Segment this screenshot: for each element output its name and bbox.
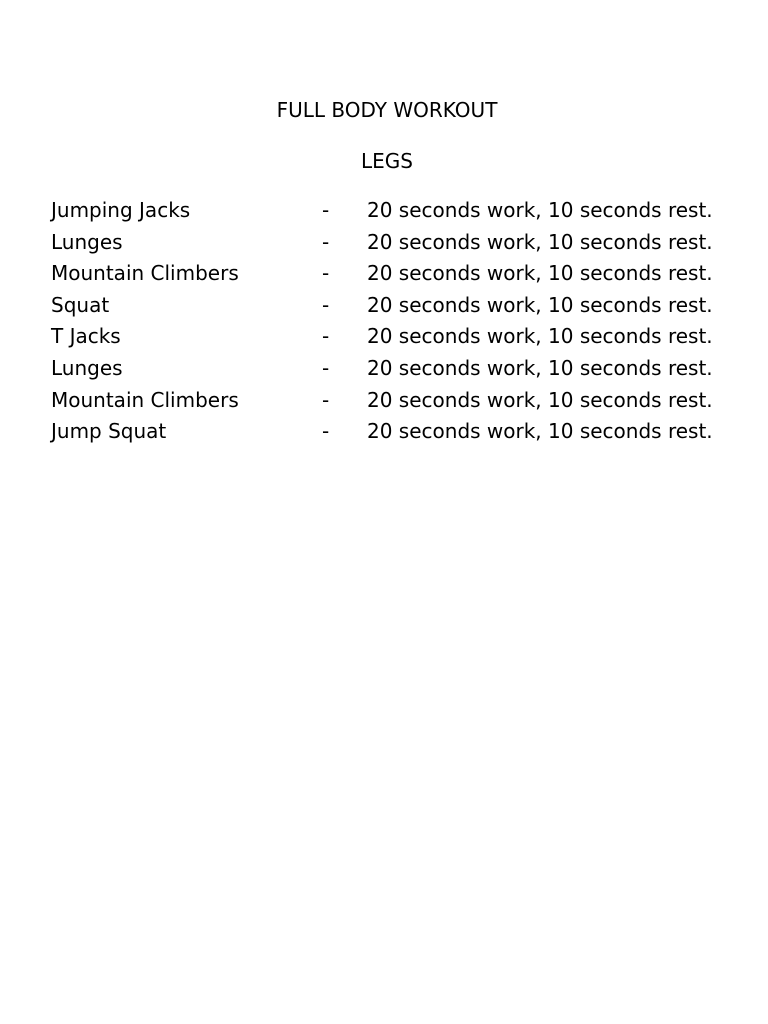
document-title: FULL BODY WORKOUT <box>276 98 498 122</box>
exercise-row <box>0 386 768 418</box>
exercise-row <box>0 291 768 323</box>
exercise-timing: 20 seconds work, 10 seconds rest. <box>367 419 713 444</box>
exercise-row <box>0 417 768 449</box>
exercise-timing: 20 seconds work, 10 seconds rest. <box>367 387 713 412</box>
exercise-timing: 20 seconds work, 10 seconds rest. <box>367 292 713 317</box>
exercise-name: Lunges <box>51 355 123 380</box>
exercise-timing: 20 seconds work, 10 seconds rest. <box>367 324 713 349</box>
exercise-separator: - <box>322 261 330 286</box>
exercise-separator: - <box>322 292 330 317</box>
exercise-timing: 20 seconds work, 10 seconds rest. <box>367 261 713 286</box>
exercise-row <box>0 196 768 228</box>
exercise-separator: - <box>322 198 330 222</box>
exercise-row <box>0 259 768 291</box>
exercise-name: Jump Squat <box>51 419 167 444</box>
exercise-row <box>0 354 768 386</box>
exercise-separator: - <box>322 324 330 349</box>
exercise-list <box>0 196 768 449</box>
exercise-name: Mountain Climbers <box>51 261 239 286</box>
exercise-separator: - <box>322 229 330 254</box>
exercise-name: T Jacks <box>51 324 121 349</box>
exercise-name: Lunges <box>51 229 123 254</box>
exercise-timing: 20 seconds work, 10 seconds rest. <box>367 198 713 222</box>
exercise-row <box>0 228 768 260</box>
exercise-timing: 20 seconds work, 10 seconds rest. <box>367 229 713 254</box>
exercise-timing: 20 seconds work, 10 seconds rest. <box>367 355 713 380</box>
exercise-name: Squat <box>51 292 110 317</box>
exercise-name: Jumping Jacks <box>51 198 191 222</box>
exercise-name: Mountain Climbers <box>51 387 239 412</box>
exercise-separator: - <box>322 387 330 412</box>
exercise-separator: - <box>322 355 330 380</box>
exercise-row <box>0 322 768 354</box>
section-heading: LEGS <box>361 149 413 173</box>
exercise-separator: - <box>322 419 330 444</box>
